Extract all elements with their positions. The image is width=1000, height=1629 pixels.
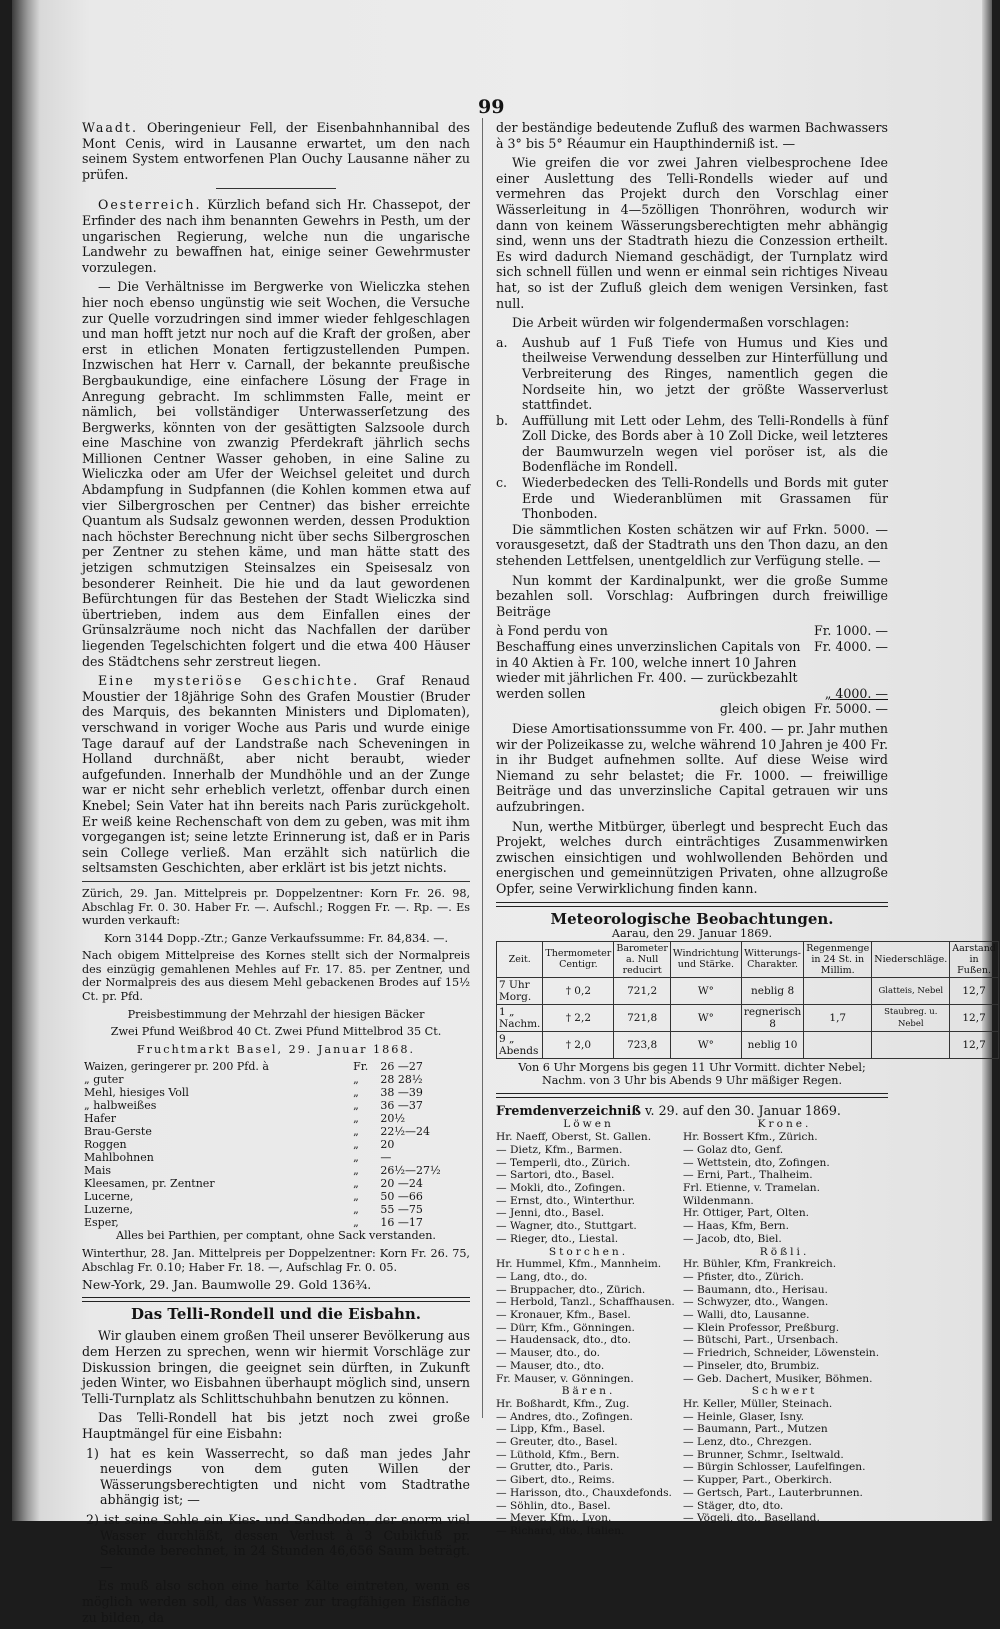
- guest-entry: — Richard, dto., Italien.: [496, 1524, 625, 1537]
- guest-hotel-row: [496, 1118, 888, 1131]
- meteo-cell-weather: neblig 10: [741, 1031, 803, 1058]
- work-item-label: a.: [496, 334, 508, 350]
- meteo-cell-wind: W°: [670, 1031, 741, 1058]
- guest-row: [496, 1398, 888, 1411]
- telli-title: Das Telli-Rondell und die Eisbahn.: [130, 1304, 422, 1323]
- work-item: [496, 413, 888, 475]
- telli-p1: Wir glauben einem großen Theil unserer Bevölkerung aus dem Herzen zu sprechen, wenn wir hiermit Vorschläge zur Diskussion bringen, die geeignet sein dürften, in Zukunft jeden Winter, wo Eisbahnen überhaupt möglich sind, unsern Telli-Turnplatz als Schlittschuhbahn benutzen zu können.: [82, 1328, 470, 1406]
- guests-heading: [496, 1103, 888, 1119]
- page-number: 99: [478, 96, 505, 118]
- price-row: [82, 1203, 470, 1216]
- guest-entry: — Geb. Dachert, Musiker, Böhmen.: [683, 1372, 873, 1385]
- telli-costs: Die sämmtlichen Kosten schätzen wir auf Frkn. 5000. — vorausgesetzt, daß der Stadtrath uns den Thon dazu, an den stehenden Lettfelsen, unentgeldlich zur Verfügung stelle. —: [496, 521, 888, 569]
- meteo-subtitle: Aarau, den 29. Januar 1869.: [611, 927, 773, 941]
- hotel-name: Löwen: [563, 1118, 614, 1131]
- financing-label: gleich obigen: [719, 701, 806, 717]
- telli-p3: Es muß also schon eine harte Kälte eintreten, wenn es möglich werden soll, das Wasser zur tragfähigen Eisfläche zu bilden, da: [82, 1578, 470, 1625]
- price-unit: „: [353, 1086, 359, 1100]
- price-unit: „: [353, 1164, 359, 1178]
- financing-table: [496, 623, 888, 717]
- price-unit: „: [353, 1138, 359, 1152]
- meteo-header: Zeit.: [497, 941, 543, 977]
- guest-entry: — Lang, dto., do.: [496, 1270, 588, 1283]
- price-unit: „: [353, 1190, 359, 1204]
- meteo-cell-rain: 1,7: [804, 1004, 872, 1031]
- price-item: Lucerne,: [84, 1190, 134, 1204]
- price-row: [82, 1086, 470, 1099]
- guest-entry: — Bruppacher, dto., Zürich.: [496, 1283, 646, 1296]
- guest-row: [496, 1423, 888, 1436]
- guest-entry: — Mauser, dto., do.: [496, 1347, 600, 1360]
- price-row: [82, 1099, 470, 1112]
- telli-p2: Das Telli-Rondell hat bis jetzt noch zwei große Hauptmängel für eine Eisbahn:: [82, 1410, 470, 1441]
- guest-row: [496, 1182, 888, 1195]
- guest-entry: — Walli, dto, Lausanne.: [683, 1309, 810, 1322]
- meteo-cell-wind: W°: [670, 1004, 741, 1031]
- guest-entry: — Baumann, Part., Mutzen: [683, 1423, 828, 1436]
- guest-list: [496, 1118, 888, 1537]
- meteo-header: Thermometer Centigr.: [543, 941, 614, 977]
- guest-entry: — Harisson, dto., Chauxdefonds.: [496, 1486, 672, 1499]
- price-value: 22½—24: [380, 1125, 431, 1139]
- guest-entry: — Grutter, dto., Paris.: [496, 1461, 614, 1474]
- guest-entry: — Friedrich, Schneider, Löwenstein.: [683, 1347, 880, 1360]
- news-mysterious-text: Graf Renaud Moustier der 18jährige Sohn des Grafen Moustier (Bruder des Marquis, des bekannten Ministers und Diplomaten), verschwand in voriger Woche aus Paris und wurde einige Tage darauf auf der Landstraße nach Scheveningen in Holland durchnäßt, aber nicht beraubt, wieder aufgefunden. Innerhalb der Mundhöhle und an der Zunge war er nicht sehr erheblich verletzt, offenbar durch einen Knebel; Sein Vater hat ihn bereits nach Paris zurückgeholt. Er weiß keine Rechenschaft von dem zu geben, was mit ihm vorgegangen ist; seine letzte Erinnerung ist, daß er in Paris sein College verließ. Man erzählt sich natürlich die seltsamsten Geschichten, aber erklärt ist bis jetzt nichts.: [82, 673, 470, 876]
- financing-amount: Fr. 1000. —: [813, 623, 888, 639]
- financing-amount: „ 4000. —: [824, 685, 888, 701]
- guest-row: [496, 1233, 888, 1246]
- guest-entry: — Greuter, dto., Basel.: [496, 1436, 618, 1449]
- meteo-header: Aarstand in Fußen.: [950, 941, 999, 977]
- financing-label: Beschaffung eines unverzinslichen Capitals von: [496, 639, 801, 654]
- guest-row: [496, 1195, 888, 1208]
- meteo-cell-temp: † 0,2: [543, 977, 614, 1004]
- guest-entry: [683, 1525, 888, 1538]
- guest-entry: Wildenmann.: [683, 1194, 754, 1207]
- guest-row: [496, 1449, 888, 1462]
- meteo-cell-baro: 721,2: [614, 977, 671, 1004]
- guest-entry: — Golaz dto, Genf.: [683, 1143, 784, 1156]
- guest-entry: — Dürr, Kfm., Gönningen.: [496, 1321, 635, 1334]
- price-item: Kleesamen, pr. Zentner: [84, 1177, 215, 1191]
- guests-title: Fremdenverzeichniß: [496, 1102, 641, 1118]
- financing-amount: Fr. 4000. —: [813, 639, 888, 654]
- guest-entry: Hr. Hummel, Kfm., Mannheim.: [496, 1258, 662, 1271]
- meteo-cell-level: 12,7: [950, 1004, 999, 1031]
- guest-entry: — Temperli, dto., Zürich.: [496, 1156, 631, 1169]
- guest-entry: — Herbold, Tanzl., Schaffhausen.: [496, 1296, 675, 1309]
- guest-row: [496, 1512, 888, 1525]
- price-row: [82, 1125, 470, 1138]
- meteo-cell-weather: neblig 8: [741, 977, 803, 1004]
- market-zurich: Zürich, 29. Jan. Mittelpreis pr. Doppelzentner: Korn Fr. 26. 98, Abschlag Fr. 0. 30. Haber Fr. —. Aufschl.; Roggen Fr. —. Rp. —. Es wurden verkauft:: [82, 886, 470, 928]
- guest-entry: — Brunner, Schmr., Iseltwald.: [683, 1448, 844, 1461]
- guest-entry: — Kupper, Part., Oberkirch.: [683, 1474, 833, 1487]
- meteo-cell-rain: [804, 1031, 872, 1058]
- guest-row: [496, 1525, 888, 1538]
- basel-market-title: Fruchtmarkt Basel, 29. Januar 1868.: [136, 1042, 416, 1056]
- price-unit: „: [353, 1112, 359, 1126]
- double-rule-guests: [496, 1093, 888, 1098]
- price-item: „ halbweißes: [84, 1099, 157, 1113]
- meteo-row: [497, 1031, 999, 1058]
- guest-row: [496, 1347, 888, 1360]
- guests-date: v. 29. auf den 30. Januar 1869.: [644, 1102, 841, 1118]
- guest-entry: — Schwyzer, dto., Wangen.: [683, 1296, 829, 1309]
- meteo-cell-precip: [872, 1031, 950, 1058]
- guest-entry: Hr. Keller, Müller, Steinach.: [683, 1397, 833, 1410]
- binding-shadow: [12, 0, 40, 1521]
- basel-note: Alles bei Parthien, per comptant, ohne Sack verstanden.: [116, 1229, 436, 1243]
- price-unit: „: [353, 1125, 359, 1139]
- price-value: 26½—27½: [380, 1164, 441, 1178]
- guest-row: [496, 1131, 888, 1144]
- telli-idea: Wie greifen die vor zwei Jahren vielbesprochene Idee einer Auslettung des Telli-Rondells wieder auf und vermehren das Projekt durch den Vorschlag einer Wässerleitung in 4—5zölligen Thonröhren, wodurch wir dann von keinem Wässerungsberechtigten mehr abhängig sind, wenn uns der Stadtrath hiezu die Conzession ertheilt. Es wird dadurch Niemand geschädigt, der Turnplatz wird sich schnell füllen und wenn er einmal sein richtiges Niveau hat, so ist der Zufluß gleich dem wenigen Versinken, fast null.: [496, 155, 888, 311]
- guest-entry: Hr. Boßhardt, Kfm., Zug.: [496, 1397, 630, 1410]
- guest-entry: — Wagner, dto., Stuttgart.: [496, 1220, 637, 1233]
- price-unit: Fr.: [353, 1060, 369, 1074]
- meteo-header: Windrichtung und Stärke.: [670, 941, 741, 977]
- price-value: 26 —27: [380, 1060, 423, 1074]
- hotel-name: Bären.: [561, 1385, 616, 1398]
- hotel-name: Schwert: [751, 1385, 818, 1398]
- price-item: Luzerne,: [84, 1203, 134, 1217]
- guest-row: [496, 1334, 888, 1347]
- guest-row: [496, 1373, 888, 1386]
- market-newyork: New-York, 29. Jan. Baumwolle 29. Gold 136¾.: [82, 1277, 372, 1293]
- news-mysterious-lead: Eine mysteriöse Geschichte.: [98, 673, 360, 689]
- price-row: [82, 1112, 470, 1125]
- work-item: [496, 475, 888, 522]
- right-column: [496, 120, 996, 1538]
- page-edge-shadow: [982, 0, 992, 1521]
- news-oesterreich-text: Kürzlich befand sich Hr. Chassepot, der Erfinder des nach ihm benannten Gewehrs in Pesth, um der ungarischen Regierung, welche nun die ungarische Landwehr zu bewaffnen hat, einige seiner Gewehrmuster vorzulegen.: [82, 197, 470, 275]
- guest-entry: — Heinle, Glaser, Isny.: [683, 1410, 805, 1423]
- hotel-name: Rößli.: [759, 1245, 810, 1258]
- guest-entry: Hr. Ottiger, Part, Olten.: [683, 1207, 810, 1220]
- guest-row: [496, 1474, 888, 1487]
- price-unit: „: [353, 1216, 359, 1230]
- meteo-title: Meteorologische Beobachtungen.: [550, 909, 834, 928]
- price-item: Mahlbohnen: [84, 1151, 154, 1165]
- guest-row: [496, 1258, 888, 1271]
- guest-entry: — Gibert, dto., Reims.: [496, 1474, 615, 1487]
- guest-entry: — Haudensack, dto., dto.: [496, 1334, 631, 1347]
- price-unit: „: [353, 1099, 359, 1113]
- price-item: Waizen, geringerer pr. 200 Pfd. à: [84, 1060, 269, 1074]
- financing-row: [496, 655, 888, 702]
- meteo-cell-wind: W°: [670, 977, 741, 1004]
- price-unit: „: [353, 1073, 359, 1087]
- price-item: Esper,: [84, 1216, 119, 1230]
- guest-row: [496, 1461, 888, 1474]
- guest-row: [496, 1271, 888, 1284]
- news-waadt-text: Oberingenieur Fell, der Eisenbahnhannibal des Mont Cenis, wird in Lausanne erwartet, um den nach seinem System entworfenen Plan Ouchy Lausanne näher zu prüfen.: [82, 120, 470, 182]
- column-divider: [482, 118, 483, 1418]
- guest-entry: — Stäger, dto, dto.: [683, 1499, 784, 1512]
- news-oesterreich: [82, 197, 470, 275]
- price-row: [82, 1073, 470, 1086]
- work-item-text: Wiederbedecken des Telli-Rondells und Bords mit guter Erde und Wiederanblümen mit Grassamen für Thonboden.: [522, 475, 888, 522]
- guest-row: [496, 1157, 888, 1170]
- guest-row: [496, 1360, 888, 1373]
- price-item: Hafer: [84, 1112, 116, 1126]
- price-row: [82, 1190, 470, 1203]
- guest-entry: — Kronauer, Kfm., Basel.: [496, 1309, 631, 1322]
- telli-work-intro: Die Arbeit würden wir folgendermaßen vorschlagen:: [512, 315, 850, 331]
- price-value: 16 —17: [380, 1216, 423, 1230]
- guest-entry: Hr. Bossert Kfm., Zürich.: [683, 1131, 818, 1144]
- guest-row: [496, 1436, 888, 1449]
- guest-entry: Hr. Naeff, Oberst, St. Gallen.: [496, 1131, 652, 1144]
- price-item: Mehl, hiesiges Voll: [84, 1086, 189, 1100]
- work-item-label: b.: [496, 412, 509, 428]
- meteo-row: [497, 977, 999, 1004]
- telli-amortisation: Diese Amortisationssumme von Fr. 400. — pr. Jahr muthen wir der Polizeikasse zu, welche während 10 Jahren je 400 Fr. in ihr Budget aufnehmen sollte. Auf diese Weise wird Niemand zu sehr belastet; die Fr. 1000. — freiwillige Beiträge und das unverzinsliche Capital getrauen wir uns aufzubringen.: [496, 720, 888, 814]
- price-value: 20: [380, 1138, 395, 1152]
- guest-entry: — Erni, Part., Thalheim.: [683, 1169, 813, 1182]
- guest-entry: Fr. Mauser, v. Gönningen.: [496, 1372, 634, 1385]
- telli-cardinal: Nun kommt der Kardinalpunkt, wer die große Summe bezahlen soll. Vorschlag: Aufbringen durch freiwillige Beiträge: [496, 572, 888, 619]
- meteo-cell-temp: † 2,2: [543, 1004, 614, 1031]
- guest-entry: Frl. Etienne, v. Tramelan.: [683, 1181, 820, 1194]
- double-rule-telli: [82, 1297, 470, 1302]
- guest-entry: — Klein Professor, Preßburg.: [683, 1321, 840, 1334]
- price-item: Brau-Gerste: [84, 1125, 152, 1139]
- guest-entry: — Jenni, dto., Basel.: [496, 1207, 605, 1220]
- guest-entry: — Pfister, dto., Zürich.: [683, 1270, 804, 1283]
- price-row: [82, 1151, 470, 1164]
- market-reports: [82, 887, 470, 1292]
- guest-entry: — Lüthold, Kfm., Bern.: [496, 1448, 620, 1461]
- guest-entry: — Dietz, Kfm., Barmen.: [496, 1143, 623, 1156]
- guest-entry: — Vögeli, dto., Baselland.: [683, 1512, 820, 1525]
- guest-row: [496, 1296, 888, 1309]
- price-row: [82, 1177, 470, 1190]
- guest-row: [496, 1144, 888, 1157]
- guest-entry: — Baumann, dto., Herisau.: [683, 1283, 828, 1296]
- work-list: [496, 335, 888, 522]
- telli-appeal: Nun, werthe Mitbürger, überlegt und besprecht Euch das Projekt, welches durch einträchtiges Zusammenwirken zwischen einsichtigen und wohlwollenden Behörden und energischen und gemeinnützigen Privaten, ohne allzugroße Opfer, seine Verwirklichung finden kann.: [496, 818, 888, 896]
- guest-row: [496, 1207, 888, 1220]
- meteo-row: [497, 1004, 999, 1031]
- price-unit: „: [353, 1151, 359, 1165]
- basel-price-table: [82, 1060, 470, 1229]
- meteo-header: Niederschläge.: [872, 941, 950, 977]
- guest-entry: — Bürgin Schlosser, Laufelfingen.: [683, 1461, 866, 1474]
- price-row: [82, 1216, 470, 1229]
- guest-entry: — Mauser, dto., dto.: [496, 1359, 605, 1372]
- meteo-header: Witterungs-Charakter.: [741, 941, 803, 977]
- guest-row: [496, 1322, 888, 1335]
- meteo-cell-precip: Staubreg. u. Nebel: [872, 1004, 950, 1031]
- rule-market: [82, 881, 470, 882]
- meteo-cell-temp: † 2,0: [543, 1031, 614, 1058]
- hotel-name: Krone.: [757, 1118, 812, 1131]
- price-row: [82, 1138, 470, 1151]
- price-row: [82, 1164, 470, 1177]
- news-waadt-lead: Waadt.: [82, 120, 138, 135]
- meteo-cell-time: 9 „ Abends: [497, 1031, 543, 1058]
- price-value: —: [380, 1151, 392, 1165]
- meteo-cell-rain: [804, 977, 872, 1004]
- market-korn: Korn 3144 Dopp.-Ztr.; Ganze Verkaufssumme: Fr. 84,834. —.: [103, 931, 449, 945]
- telli-continued: der beständige bedeutende Zufluß des warmen Bachwassers à 3° bis 5° Réaumur ein Haupthinderniß ist. —: [496, 120, 888, 151]
- meteo-header: Barometer a. Null reducirt: [614, 941, 671, 977]
- financing-label: in 40 Aktien à Fr. 100, welche innert 10 Jahren wieder mit jährlichen Fr. 400. — zurückbezahlt werden sollen: [496, 654, 798, 701]
- guest-entry: — Haas, Kfm, Bern.: [683, 1220, 789, 1233]
- meteo-header: Regenmenge in 24 St. in Millim.: [804, 941, 872, 977]
- guest-entry: — Sartori, dto., Basel.: [496, 1169, 615, 1182]
- market-normal-price: Nach obigem Mittelpreise des Kornes stellt sich der Normalpreis des einzügig gemahlenen Mehles auf Fr. 17. 85. per Zentner, und der Normalpreis des aus diesem Mehl gebackenen Brodes auf 15½ Ct. pr. Pfd.: [82, 949, 470, 1004]
- financing-label: à Fond perdu von: [496, 623, 608, 639]
- guest-row: [496, 1500, 888, 1513]
- separator-rule: [216, 188, 336, 189]
- hotel-name: Storchen.: [548, 1245, 629, 1258]
- price-value: 36 —37: [380, 1099, 423, 1113]
- meteo-table: [496, 941, 999, 1059]
- guest-entry: — Gertsch, Part., Lauterbrunnen.: [683, 1486, 863, 1499]
- financing-row: [496, 701, 888, 717]
- guest-entry: — Rieger, dto., Liestal.: [496, 1232, 619, 1245]
- price-row: [82, 1060, 470, 1073]
- meteo-cell-level: 12,7: [950, 1031, 999, 1058]
- news-oesterreich-lead: Oesterreich.: [98, 197, 202, 213]
- meteo-cell-time: 1 „ Nachm.: [497, 1004, 543, 1031]
- guest-row: [496, 1309, 888, 1322]
- financing-row: [496, 623, 888, 639]
- guest-hotel-row: [496, 1385, 888, 1398]
- price-unit: „: [353, 1203, 359, 1217]
- news-waadt: [82, 120, 470, 182]
- price-item: Mais: [84, 1164, 111, 1178]
- guest-entry: — Lenz, dto., Chrezgen.: [683, 1436, 812, 1449]
- work-item-text: Aushub auf 1 Fuß Tiefe von Humus und Kies und theilweise Verwendung desselben zur Hinterfüllung und Verbreiterung des Ringes, namentlich gegen die Nordseite hin, wo jetzt der größte Wasserverlust stattfindet.: [522, 334, 888, 413]
- guest-entry: — Pinseler, dto, Brumbiz.: [683, 1359, 820, 1372]
- telli-item-2: 2) ist seine Sohle ein Kies- und Sandboden, der enorm viel Wasser durchläßt, dessen Verlust à 3 Cubikfuß pr. Sekunde berechnet, in 24 Stunden 46,656 Saum beträgt. —: [86, 1511, 470, 1574]
- news-wieliczka: — Die Verhältnisse im Bergwerke von Wieliczka stehen hier noch ebenso ungünstig wie seit Wochen, die Versuche zur Quelle vorzudringen sind immer wieder fehlgeschlagen und man hofft jetzt nur noch auf die Kraft der großen, aber erst in etlichen Monaten fertigzustellenden Pumpen. Inzwischen hat Herr v. Carnall, der bekannte preußische Bergbaukundige, eine einfachere Lösung der Frage in Anregung gebracht. Im schlimmsten Falle, meint er nämlich, bei vollständiger Unterwasserſetzung des Bergwerks, könnten von der gesättigten Salzsoole durch eine Maschine von zwanzig Pferdekraft jährlich sechs Millionen Centner Wasser gehoben, in eine Saline zu Wieliczka oder am Ufer der Weichsel geleitet und durch Abdampfung in Sudpfannen (die Kohlen kommen etwa auf vier Silbergroschen per Centner) das bisher erreichte Quantum als Sudsalz gewonnen werden, dessen Produktion nach höchster Berechnung nicht über sechs Silbergroschen per Zentner zu stehen käme, und man hätte statt des jetzigen schmutzigen Steinsalzes ein Speisesalz von besonderer Reinheit. Die hie und da laut gewordenen Befürchtungen für das Bestehen der Stadt Wieliczka sind übertrieben, indem aus dem Einfallen eines der Grünsalzräume noch nicht das Nachfallen der darüber liegenden Tegelschichten folgert und die etwa 400 Häuser des Städtchens sehr zerstreut liegen.: [82, 279, 470, 669]
- guest-entry: — Ernst, dto., Winterthur.: [496, 1194, 636, 1207]
- guest-entry: — Meyer, Kfm., Lyon.: [496, 1512, 612, 1525]
- price-value: 20½: [380, 1112, 406, 1126]
- guest-row: [496, 1487, 888, 1500]
- meteo-cell-baro: 723,8: [614, 1031, 671, 1058]
- financing-row: [496, 639, 888, 655]
- meteo-cell-precip: Glatteis, Nebel: [872, 977, 950, 1004]
- guest-entry: — Lipp, Kfm., Basel.: [496, 1423, 606, 1436]
- price-value: 28 28½: [380, 1073, 423, 1087]
- meteo-cell-level: 12,7: [950, 977, 999, 1004]
- meteo-cell-weather: regnerisch 8: [741, 1004, 803, 1031]
- guest-entry: — Andres, dto., Zofingen.: [496, 1410, 633, 1423]
- work-item-text: Auffüllung mit Lett oder Lehm, des Telli-Rondells à fünf Zoll Dicke, des Bords aber à 10 Zoll Dicke, weil letzteres der Baumwurzeln wegen viel poröser ist, als die Bodenfläche im Rondell.: [522, 412, 888, 475]
- bread-title: Preisbestimmung der Mehrzahl der hiesigen Bäcker: [127, 1007, 425, 1021]
- guest-entry: — Jacob, dto, Biel.: [683, 1232, 782, 1245]
- bread-prices: Zwei Pfund Weißbrod 40 Ct. Zwei Pfund Mittelbrod 35 Ct.: [110, 1025, 442, 1039]
- price-value: 55 —75: [380, 1203, 423, 1217]
- left-column: [82, 120, 470, 1629]
- guest-entry: — Wettstein, dto, Zofingen.: [683, 1156, 830, 1169]
- price-value: 20 —24: [380, 1177, 423, 1191]
- work-item-label: c.: [496, 475, 508, 491]
- price-unit: „: [353, 1177, 359, 1191]
- market-winterthur: Winterthur, 28. Jan. Mittelpreis per Doppelzentner: Korn Fr. 26. 75, Abschlag Fr. 0.10; Haber Fr. 18. —, Aufschlag Fr. 0. 05.: [82, 1247, 470, 1274]
- work-item: [496, 335, 888, 413]
- meteo-note: Von 6 Uhr Morgens bis gegen 11 Uhr Vormitt. dichter Nebel; Nachm. von 3 Uhr bis Abends 9 Uhr mäßiger Regen.: [518, 1060, 866, 1088]
- price-item: „ guter: [84, 1073, 124, 1087]
- news-mysterious: [82, 673, 470, 876]
- guest-row: [496, 1220, 888, 1233]
- guest-row: [496, 1411, 888, 1424]
- guest-row: [496, 1169, 888, 1182]
- guest-entry: — Bütschi, Part., Ursenbach.: [683, 1334, 839, 1347]
- price-value: 50 —66: [380, 1190, 423, 1204]
- double-rule-meteo: [496, 902, 888, 907]
- guest-entry: Hr. Bühler, Kfm, Frankreich.: [683, 1258, 837, 1271]
- meteo-cell-baro: 721,8: [614, 1004, 671, 1031]
- guest-entry: — Söhlin, dto., Basel.: [496, 1499, 611, 1512]
- meteo-cell-time: 7 Uhr Morg.: [497, 977, 543, 1004]
- telli-item-1: 1) hat es kein Wasserrecht, so daß man jedes Jahr neuerdings von dem guten Willen der Wässerungsberechtigten und nicht vom Stadtrathe abhängig ist; —: [86, 1445, 470, 1508]
- price-item: Roggen: [84, 1138, 127, 1152]
- guest-hotel-row: [496, 1246, 888, 1259]
- financing-amount: Fr. 5000. —: [813, 701, 888, 717]
- price-value: 38 —39: [380, 1086, 423, 1100]
- guest-row: [496, 1284, 888, 1297]
- guest-entry: — Mokli, dto., Zofingen.: [496, 1181, 626, 1194]
